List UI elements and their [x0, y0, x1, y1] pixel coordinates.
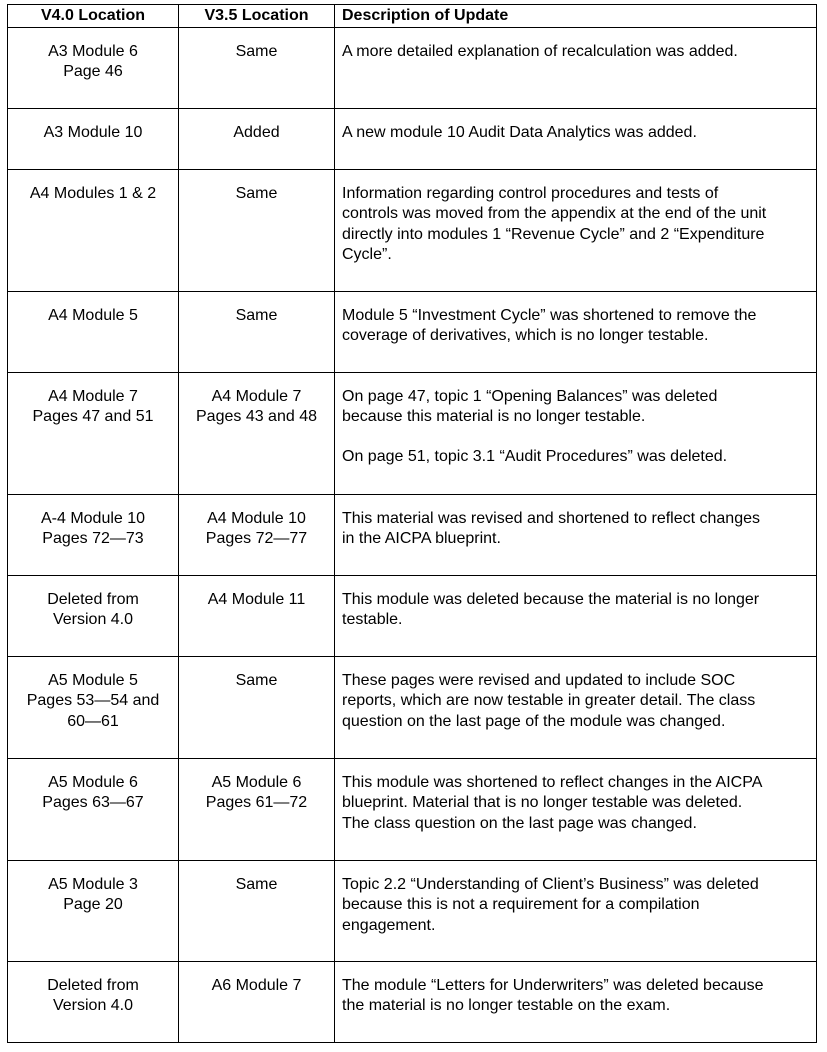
v35-location-line: A6 Module 7: [211, 977, 302, 994]
v35-location-cell: [179, 576, 335, 657]
header-row: [8, 5, 817, 28]
v35-location-line: Same: [235, 672, 278, 689]
description-cell: [335, 170, 817, 292]
v35-location-line: A4 Module 7: [211, 388, 302, 405]
v40-location-cell: [8, 28, 179, 109]
description-line: controls was moved from the appendix at the end of the unit: [342, 205, 767, 223]
table-row: [8, 28, 817, 109]
v35-location-cell: [179, 861, 335, 962]
v40-location-line: Page 20: [63, 896, 123, 914]
description-line: because this material is no longer testable.: [342, 408, 646, 426]
description-line: This module was shortened to reflect changes in the AICPA: [342, 774, 763, 791]
v35-location-cell: [179, 373, 335, 495]
description-line: coverage of derivatives, which is no longer testable.: [342, 327, 709, 345]
v35-location-cell: [179, 170, 335, 292]
header-description: Description of Update: [335, 5, 817, 28]
description-line: directly into modules 1 “Revenue Cycle” and 2 “Expenditure: [342, 225, 765, 243]
description-cell: [335, 657, 817, 759]
v35-location-cell: [179, 28, 335, 109]
v35-location-line: Added: [233, 124, 280, 141]
v40-location-line: Pages 72—73: [42, 530, 144, 548]
v40-location-cell: [8, 759, 179, 861]
v40-location-line: Page 46: [63, 63, 123, 81]
table-row: [8, 759, 817, 861]
v40-location-line: Deleted from: [47, 977, 139, 994]
v35-location-line: Same: [235, 43, 278, 60]
v35-location-cell: [179, 759, 335, 861]
v40-location-cell: [8, 292, 179, 373]
v40-location-line: A-4 Module 10: [40, 510, 146, 527]
description-line: Cycle”.: [342, 245, 392, 263]
v40-location-line: Deleted from: [47, 591, 139, 608]
v40-location-cell: [8, 109, 179, 170]
v40-location-cell: [8, 495, 179, 576]
v35-location-cell: [179, 495, 335, 576]
v35-location-cell: [179, 962, 335, 1043]
v35-location-cell: [179, 657, 335, 759]
v35-location-line: Same: [235, 876, 278, 893]
v40-location-line: A4 Module 7: [48, 388, 138, 405]
v40-location-line: Version 4.0: [52, 611, 134, 629]
description-line: question on the last page of the module was changed.: [342, 712, 726, 730]
description-cell: [335, 109, 817, 170]
description-line: The class question on the last page was changed.: [342, 814, 697, 832]
description-paragraph: [342, 447, 809, 467]
description-line: Module 5 “Investment Cycle” was shortened to remove the: [342, 307, 757, 324]
description-line: the material is no longer testable on the exam.: [342, 997, 671, 1015]
description-cell: [335, 576, 817, 657]
table-row: [8, 495, 817, 576]
v35-location-line: Pages 61—72: [205, 794, 308, 812]
description-line: On page 47, topic 1 “Opening Balances” was deleted: [342, 388, 718, 405]
header-v40-location: V4.0 Location: [8, 5, 179, 28]
description-paragraph: [342, 671, 809, 732]
description-paragraph: [342, 773, 809, 834]
table-row: [8, 861, 817, 962]
v40-location-line: A5 Module 5: [48, 672, 138, 689]
table-row: [8, 292, 817, 373]
updates-table: [7, 4, 817, 1043]
v35-location-line: Pages 43 and 48: [196, 408, 317, 426]
v40-location-line: A3 Module 10: [43, 124, 143, 141]
description-paragraph: [342, 590, 809, 631]
description-paragraph: [342, 306, 809, 347]
v35-location-line: A4 Module 11: [207, 591, 306, 608]
description-cell: [335, 292, 817, 373]
description-cell: [335, 759, 817, 861]
v35-location-cell: [179, 292, 335, 373]
description-line: in the AICPA blueprint.: [342, 530, 501, 548]
v35-location-line: Same: [235, 185, 278, 202]
table-row: [8, 373, 817, 495]
table-row: [8, 657, 817, 759]
v40-location-cell: [8, 861, 179, 962]
table-row: [8, 109, 817, 170]
description-paragraph: [342, 387, 809, 428]
v40-location-line: 60—61: [67, 712, 119, 730]
description-line: On page 51, topic 3.1 “Audit Procedures” was deleted.: [342, 447, 728, 465]
table-row: [8, 170, 817, 292]
description-line: Information regarding control procedures and tests of: [342, 185, 719, 202]
v40-location-line: Pages 63—67: [42, 794, 144, 812]
description-line: A more detailed explanation of recalculation was added.: [342, 43, 738, 60]
v40-location-line: A5 Module 6: [48, 774, 138, 791]
description-line: A new module 10 Audit Data Analytics was added.: [342, 124, 697, 141]
v40-location-line: Pages 53—54 and: [26, 692, 160, 710]
v35-location-line: Pages 72—77: [205, 530, 308, 548]
v40-location-line: Pages 47 and 51: [32, 408, 154, 426]
v40-location-cell: [8, 373, 179, 495]
description-cell: [335, 962, 817, 1043]
description-line: reports, which are now testable in greater detail. The class: [342, 692, 756, 710]
description-line: This material was revised and shortened to reflect changes: [342, 510, 760, 527]
description-line: engagement.: [342, 916, 436, 934]
v40-location-cell: [8, 962, 179, 1043]
v35-location-line: A5 Module 6: [211, 774, 302, 791]
table-row: [8, 962, 817, 1043]
description-paragraph: [342, 875, 809, 936]
v40-location-line: A4 Module 5: [48, 307, 138, 324]
description-paragraph: [342, 42, 809, 62]
description-cell: [335, 495, 817, 576]
description-line: blueprint. Material that is no longer testable was deleted.: [342, 794, 743, 812]
description-line: These pages were revised and updated to include SOC: [342, 672, 736, 689]
v40-location-line: A3 Module 6: [48, 43, 138, 60]
v40-location-cell: [8, 576, 179, 657]
v35-location-line: A4 Module 10: [207, 510, 306, 527]
v35-location-line: Same: [235, 307, 278, 324]
v40-location-line: A4 Modules 1 & 2: [29, 185, 157, 202]
description-line: The module “Letters for Underwriters” was deleted because: [342, 977, 764, 994]
description-paragraph: [342, 123, 809, 143]
description-cell: [335, 373, 817, 495]
description-line: because this is not a requirement for a compilation: [342, 896, 700, 914]
description-line: testable.: [342, 611, 403, 629]
v40-location-line: Version 4.0: [52, 997, 134, 1015]
description-line: This module was deleted because the material is no longer: [342, 591, 760, 608]
description-cell: [335, 28, 817, 109]
header-v35-location: V3.5 Location: [179, 5, 335, 28]
description-line: Topic 2.2 “Understanding of Client’s Business” was deleted: [342, 876, 759, 893]
description-paragraph: [342, 184, 809, 265]
description-paragraph: [342, 976, 809, 1017]
table-row: [8, 576, 817, 657]
v40-location-line: A5 Module 3: [48, 876, 138, 893]
description-cell: [335, 861, 817, 962]
description-paragraph: [342, 509, 809, 550]
v40-location-cell: [8, 170, 179, 292]
v35-location-cell: [179, 109, 335, 170]
v40-location-cell: [8, 657, 179, 759]
